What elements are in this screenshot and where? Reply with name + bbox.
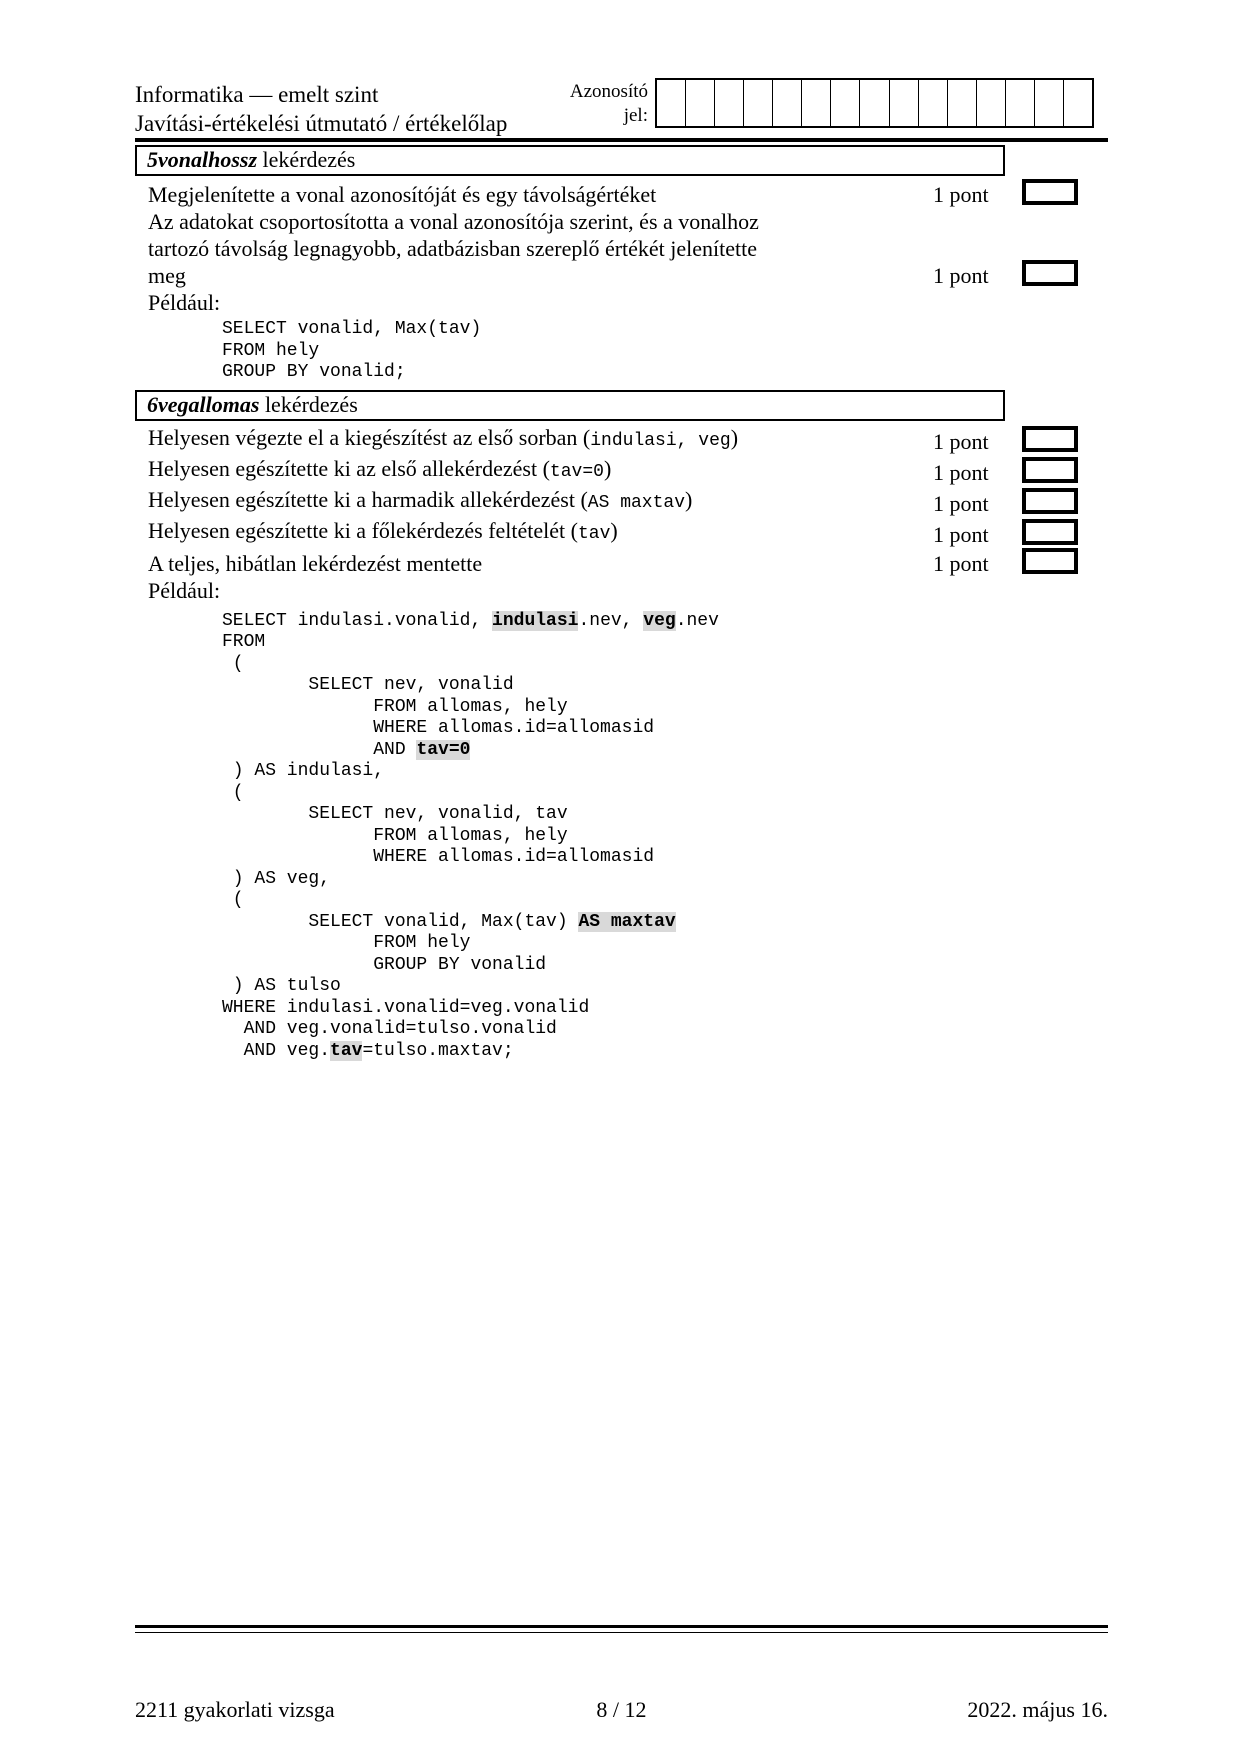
inline-code: indulasi, veg <box>590 430 731 451</box>
criterion-text: Helyesen egészítette ki a harmadik allekérdezést (AS maxtav) <box>148 486 693 513</box>
points-label: 1 pont <box>933 263 989 288</box>
identifier-cell[interactable] <box>947 80 976 126</box>
score-box[interactable] <box>1022 457 1078 483</box>
points-label: 1 pont <box>933 428 989 454</box>
criterion-row <box>135 548 1108 577</box>
page-header <box>135 78 1108 140</box>
identifier-cell[interactable] <box>772 80 801 126</box>
score-box[interactable] <box>1022 519 1078 545</box>
page-footer <box>135 1697 1108 1723</box>
score-box[interactable] <box>1022 179 1078 205</box>
points-label: 1 pont <box>933 550 989 576</box>
criterion-row <box>135 424 1108 455</box>
identifier-cell[interactable] <box>801 80 830 126</box>
identifier-cell[interactable] <box>1005 80 1034 126</box>
identifier-cell[interactable] <box>859 80 888 126</box>
section-title-query-name: 6vegallomas <box>147 391 260 417</box>
criterion-text: Az adatokat csoportosította a vonal azonosítója szerint, és a vonalhoz tartozó távolság legnagyobb, adatbázisban szereplő értékét jelenítette meg <box>148 209 759 288</box>
section-6-rows <box>135 424 1108 577</box>
identifier-cell[interactable] <box>714 80 743 126</box>
footer-page-number: 8 / 12 <box>596 1697 647 1722</box>
inline-code: AS maxtav <box>587 492 686 513</box>
identifier-cell[interactable] <box>743 80 772 126</box>
identifier-cell[interactable] <box>830 80 859 126</box>
header-divider <box>135 138 1108 142</box>
footer-exam-code: 2211 gyakorlati vizsga <box>135 1697 335 1722</box>
points-label: 1 pont <box>933 490 989 516</box>
identifier-cell[interactable] <box>976 80 1005 126</box>
footer-divider-thin <box>135 1632 1108 1633</box>
criterion-text: Helyesen egészítette ki az első allekérdezést (tav=0) <box>148 455 612 482</box>
criterion-text: Helyesen egészítette ki a főlekérdezés feltételét (tav) <box>148 517 618 544</box>
criterion-row <box>135 517 1108 548</box>
identifier-cell[interactable] <box>918 80 947 126</box>
inline-code: tav=0 <box>549 461 604 482</box>
inline-code: tav <box>578 523 611 544</box>
points-label: 1 pont <box>933 182 989 207</box>
section-title-query-name: 5vonalhossz <box>147 147 258 172</box>
criterion-row <box>135 208 1108 289</box>
section-title-5vonalhossz <box>135 145 1005 176</box>
criterion-row <box>135 486 1108 517</box>
criterion-text: Helyesen végezte el a kiegészítést az első sorban (indulasi, veg) <box>148 424 739 451</box>
points-label: 1 pont <box>933 521 989 547</box>
identifier-grid <box>655 78 1094 128</box>
section-5-rows <box>135 179 1108 289</box>
criterion-row <box>135 455 1108 486</box>
points-label: 1 pont <box>933 459 989 485</box>
identifier-cell[interactable] <box>685 80 714 126</box>
example-label: Például: <box>148 577 221 603</box>
example-label: Például: <box>148 290 221 315</box>
identifier-cell[interactable] <box>657 80 685 126</box>
criterion-row <box>135 179 1108 208</box>
score-box[interactable] <box>1022 488 1078 514</box>
identifier-cell[interactable] <box>889 80 918 126</box>
document-title-line2: Javítási-értékelési útmutató / értékelőlap <box>135 111 508 136</box>
score-box[interactable] <box>1022 260 1078 286</box>
section-title-suffix: lekérdezés <box>257 147 356 172</box>
score-box[interactable] <box>1022 426 1078 452</box>
identifier-cell[interactable] <box>1034 80 1063 126</box>
footer-date: 2022. május 16. <box>967 1697 1108 1722</box>
main-content <box>135 145 1108 1062</box>
section-title-suffix: lekérdezés <box>259 391 358 417</box>
sql-example-6: SELECT indulasi.vonalid, indulasi.nev, veg.nev FROM ( SELECT nev, vonalid FROM allomas, hely WHERE allomas.id=allomasid AND tav=0 ) AS indulasi, ( SELECT nev, vonalid, tav FROM allomas, hely WHERE allomas.id=allomasid ) AS veg, ( SELECT vonalid, Max(tav) AS maxtav FROM hely GROUP BY vonalid ) AS tulso WHERE indulasi.vonalid=veg.vonalid AND veg.vonalid=tulso.vonalid AND veg.tav=tulso.maxtav; <box>222 610 719 1061</box>
identifier-cell[interactable] <box>1063 80 1092 126</box>
section-title-6vegallomas <box>135 390 1005 421</box>
criterion-text: A teljes, hibátlan lekérdezést mentette <box>148 550 483 576</box>
identifier-label-line1: Azonosító <box>569 81 648 102</box>
score-box[interactable] <box>1022 548 1078 574</box>
document-title <box>135 80 507 138</box>
identifier-label <box>518 80 648 128</box>
footer-divider-thick <box>135 1625 1108 1628</box>
identifier-label-line2: jel: <box>623 105 648 126</box>
document-title-line1: Informatika — emelt szint <box>135 82 379 107</box>
criterion-text: Megjelenítette a vonal azonosítóját és egy távolságértéket <box>148 182 657 207</box>
sql-example-5: SELECT vonalid, Max(tav) FROM hely GROUP BY vonalid; <box>222 319 482 382</box>
